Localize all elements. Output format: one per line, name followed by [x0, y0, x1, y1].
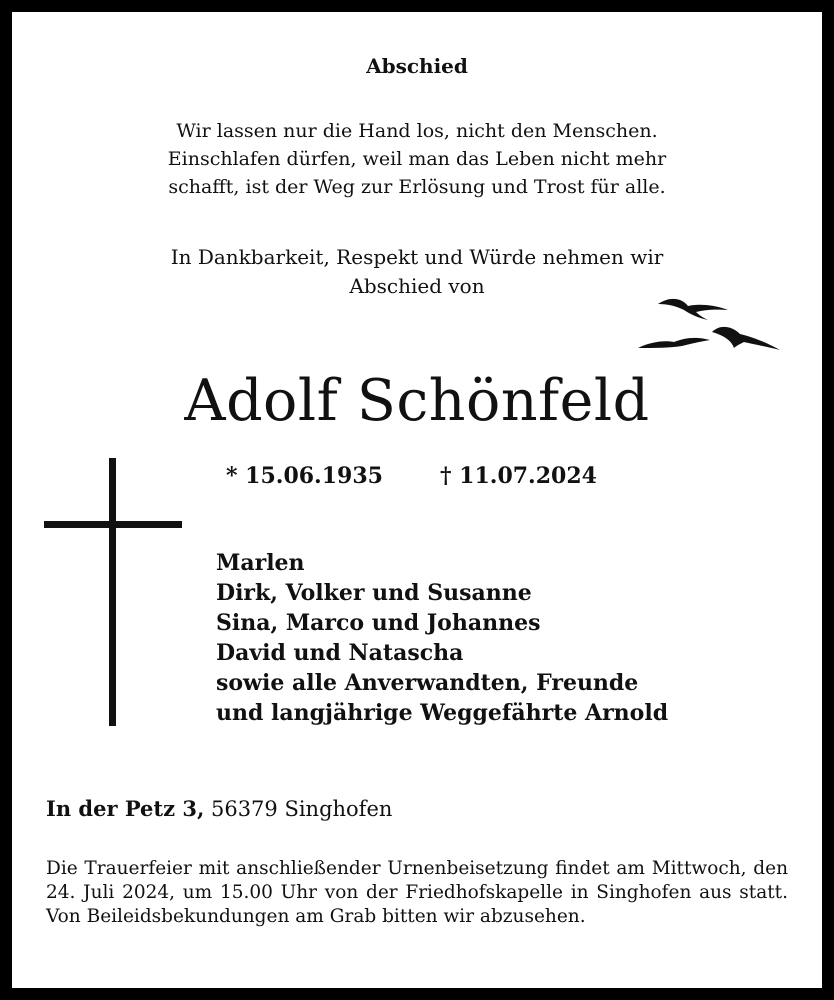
mourner-line: Dirk, Volker und Susanne — [216, 580, 532, 606]
heading: Abschied — [366, 54, 468, 78]
intro-line: In Dankbarkeit, Respekt und Würde nehmen wir — [170, 245, 664, 269]
quote — [24, 117, 810, 201]
mourners-list — [216, 548, 668, 728]
deceased-name: Adolf Schönfeld — [184, 368, 650, 434]
mourner-line: David und Natascha — [216, 640, 464, 666]
birth-date: * 15.06.1935 — [226, 463, 383, 489]
intro — [24, 243, 810, 301]
cross-icon — [44, 458, 184, 728]
birds-icon — [634, 294, 784, 356]
address-street: In der Petz 3, — [46, 796, 205, 821]
funeral-notice: Die Trauerfeier mit anschließender Urnenbeisetzung findet am Mittwoch, den 24. Juli 2024, um 15.00 Uhr von der Friedhofskapelle in Singhofen aus statt. Von Beileidsbekundungen am Grab bitten wir abzusehen. — [46, 858, 788, 927]
quote-line: Wir lassen nur die Hand los, nicht den Menschen. — [176, 120, 658, 142]
mourner-line: Marlen — [216, 550, 305, 576]
address-city: 56379 Singhofen — [210, 797, 393, 821]
quote-line: schafft, ist der Weg zur Erlösung und Trost für alle. — [168, 176, 666, 198]
mourner-line: sowie alle Anverwandten, Freunde — [216, 670, 639, 696]
intro-line: Abschied von — [349, 274, 485, 298]
death-date: † 11.07.2024 — [440, 463, 597, 489]
address — [46, 796, 392, 821]
mourner-line: und langjährige Weggefährte Arnold — [216, 700, 669, 726]
quote-line: Einschlafen dürfen, weil man das Leben nicht mehr — [167, 148, 667, 170]
mourner-line: Sina, Marco und Johannes — [216, 610, 541, 636]
